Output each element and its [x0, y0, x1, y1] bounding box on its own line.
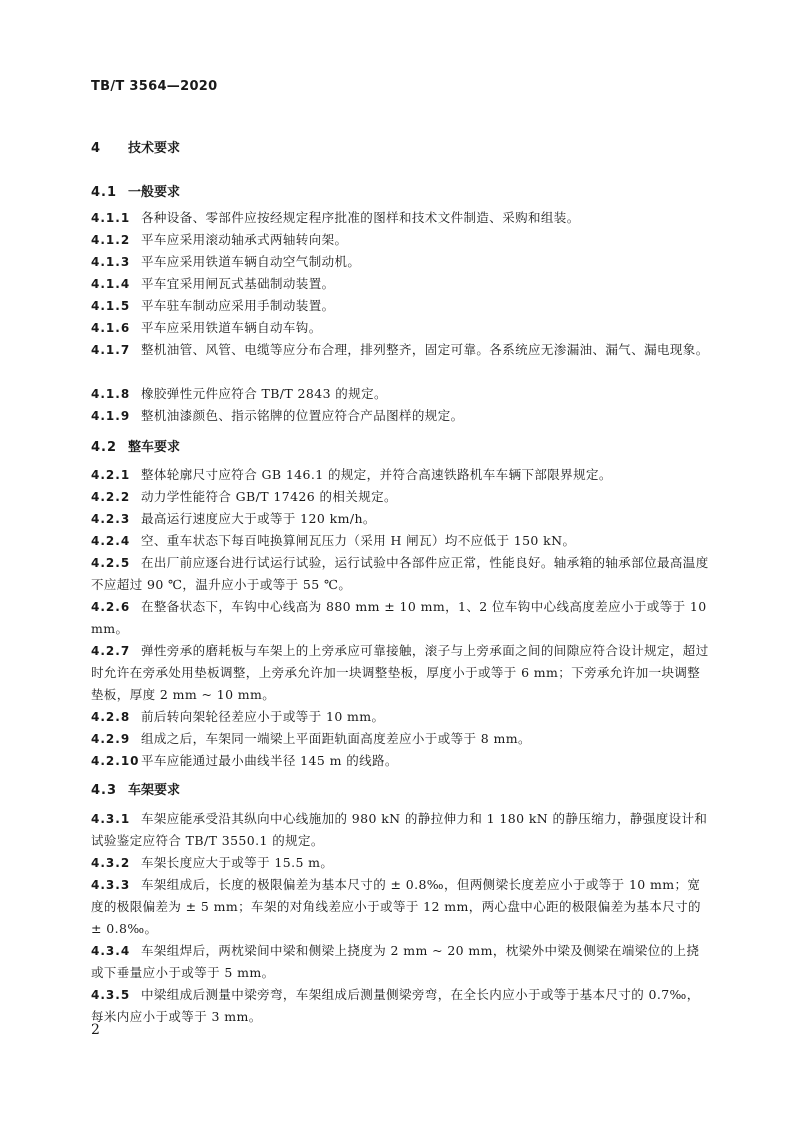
- section-4-1-heading: [91, 181, 180, 200]
- clause-4-2-2: 4.2.2 动力学性能符合 GB/T 17426 的相关规定。: [91, 489, 397, 504]
- clause-4-1-8: 4.1.8 橡胶弹性元件应符合 TB/T 2843 的规定。: [91, 386, 387, 401]
- section-number: 4.3: [91, 783, 118, 798]
- section-title: 整车要求: [128, 440, 181, 455]
- section-number: 4.2: [91, 440, 118, 455]
- clause-4-2-4: 4.2.4 空、重车状态下每百吨换算闸瓦压力（采用 H 闸瓦）均不应低于 150 kN。: [91, 533, 576, 548]
- clause-4-3-1: 4.3.1 车架应能承受沿其纵向中心线施加的 980 kN 的静拉伸力和 1 180 kN 的静压缩力，静强度设计和试验鉴定应符合 TB/T 3550.1 的规定。: [91, 811, 708, 848]
- clause-4-3-4: 4.3.4 车架组焊后，两枕梁间中梁和侧梁上挠度为 2 mm ~ 20 mm，枕梁外中梁及侧梁在端梁位的上挠或下垂量应小于或等于 5 mm。: [91, 943, 700, 980]
- clause-4-2-1: 4.2.1 整体轮廓尺寸应符合 GB 146.1 的规定，并符合高速铁路机车车辆下部限界规定。: [91, 467, 612, 482]
- section-4-heading: [91, 137, 180, 156]
- clause-4-1-5: 4.1.5 平车驻车制动应采用手制动装置。: [91, 298, 335, 313]
- clause-4-2-5: 4.2.5 在出厂前应逐台进行试运行试验，运行试验中各部件应正常，性能良好。轴承箱的轴承部位最高温度不应超过 90 ℃，温升应小于或等于 55 ℃。: [91, 555, 709, 592]
- clause-4-2-8: 4.2.8 前后转向架轮径差应小于或等于 10 mm。: [91, 709, 385, 724]
- document-code: TB/T 3564—2020: [91, 79, 218, 94]
- section-number: 4.1: [91, 185, 118, 200]
- section-4-3-heading: [91, 779, 180, 798]
- section-4-2-heading: [91, 436, 180, 455]
- section-number: 4: [91, 141, 102, 156]
- clause-4-1-3: 4.1.3 平车应采用铁道车辆自动空气制动机。: [91, 254, 361, 269]
- clause-4-2-7: 4.2.7 弹性旁承的磨耗板与车架上的上旁承应可靠接触，滚子与上旁承面之间的间隙应符合设计规定，超过时允许在旁承处用垫板调整，上旁承允许加一块调整垫板，厚度小于或等于 6 mm；下旁承允许加一块调整垫板，厚度 2 mm ~ 10 mm。: [91, 643, 709, 702]
- clause-4-2-6: 4.2.6 在整备状态下，车钩中心线高为 880 mm ± 10 mm，1、2 位车钩中心线高度差应小于或等于 10 mm。: [91, 599, 707, 636]
- clause-4-3-5: 4.3.5 中梁组成后测量中梁旁弯，车架组成后测量侧梁旁弯，在全长内应小于或等于基本尺寸的 0.7‰，每米内应小于或等于 3 mm。: [91, 987, 700, 1024]
- clause-4-1-6: 4.1.6 平车应采用铁道车辆自动车钩。: [91, 320, 322, 335]
- clause-4-2-9: 4.2.9 组成之后，车架同一端梁上平面距轨面高度差应小于或等于 8 mm。: [91, 731, 531, 746]
- page-number: 2: [91, 1022, 100, 1038]
- clause-4-1-1: 4.1.1 各种设备、零部件应按经规定程序批准的图样和技术文件制造、采购和组装。: [91, 210, 580, 225]
- clause-4-3-3: 4.3.3 车架组成后，长度的极限偏差为基本尺寸的 ± 0.8‰，但两侧梁长度差应小于或等于 10 mm；宽度的极限偏差为 ± 5 mm；车架的对角线差应小于或等于 12 mm，两心盘中心距的极限偏差为基本尺寸的 ± 0.8‰。: [91, 877, 701, 936]
- section-title: 一般要求: [128, 185, 181, 200]
- section-title: 技术要求: [128, 141, 181, 156]
- clause-4-2-3: 4.2.3 最高运行速度应大于或等于 120 km/h。: [91, 511, 376, 526]
- clause-4-2-10: 4.2.10平车应能通过最小曲线半径 145 m 的线路。: [91, 753, 398, 768]
- clause-4-1-2: 4.1.2 平车应采用滚动轴承式两轴转向架。: [91, 232, 348, 247]
- clause-4-1-4: 4.1.4 平车宜采用闸瓦式基础制动装置。: [91, 276, 335, 291]
- clause-4-3-2: 4.3.2 车架长度应大于或等于 15.5 m。: [91, 855, 334, 870]
- section-title: 车架要求: [128, 783, 181, 798]
- clause-4-1-7: 4.1.7 整机油管、风管、电缆等应分布合理，排列整齐，固定可靠。各系统应无渗漏油、漏气、漏电现象。: [91, 342, 709, 357]
- clause-4-1-9: 4.1.9 整机油漆颜色、指示铭牌的位置应符合产品图样的规定。: [91, 408, 464, 423]
